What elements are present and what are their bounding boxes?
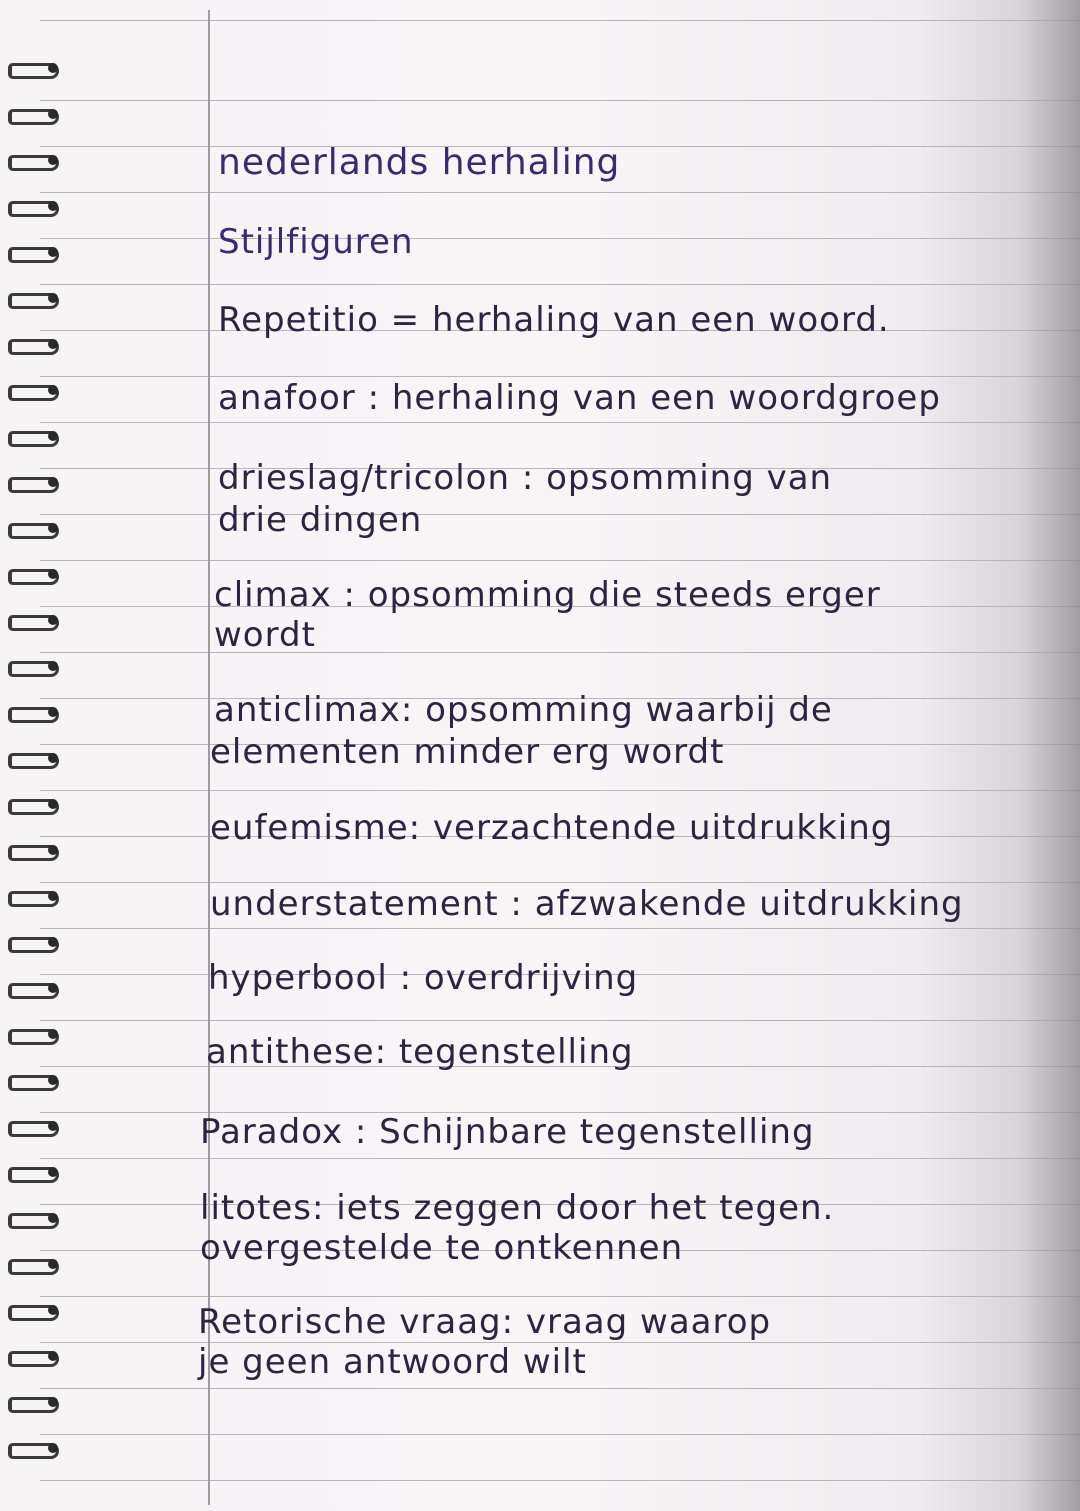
entry-climax-cont: wordt	[214, 615, 316, 655]
page-title: nederlands herhaling	[218, 142, 621, 183]
entry-drieslag-cont: drie dingen	[218, 500, 423, 540]
entry-anticlimax: anticlimax: opsomming waarbij de	[214, 690, 833, 730]
page-subtitle: Stijlfiguren	[218, 222, 414, 262]
entry-drieslag: drieslag/tricolon : opsomming van	[218, 458, 833, 498]
entry-antithese: antithese: tegenstelling	[206, 1032, 634, 1072]
entry-eufemisme: eufemisme: verzachtende uitdrukking	[210, 808, 894, 848]
entry-hyperbool: hyperbool : overdrijving	[208, 958, 639, 998]
entry-litotes-cont: overgestelde te ontkennen	[200, 1228, 684, 1268]
entry-paradox: Paradox : Schijnbare tegenstelling	[200, 1112, 815, 1152]
entry-litotes: litotes: iets zeggen door het tegen.	[200, 1188, 835, 1228]
entry-retorische-vraag-cont: je geen antwoord wilt	[198, 1342, 587, 1382]
entry-understatement: understatement : afzwakende uitdrukking	[210, 884, 964, 924]
entry-repetitio: Repetitio = herhaling van een woord.	[218, 300, 890, 340]
entry-climax: climax : opsomming die steeds erger	[214, 575, 881, 615]
entry-anticlimax-cont: elementen minder erg wordt	[210, 732, 725, 772]
entry-retorische-vraag: Retorische vraag: vraag waarop	[198, 1302, 772, 1342]
page-shadow	[1020, 0, 1080, 1511]
entry-anafoor: anafoor : herhaling van een woordgroep	[218, 378, 941, 418]
